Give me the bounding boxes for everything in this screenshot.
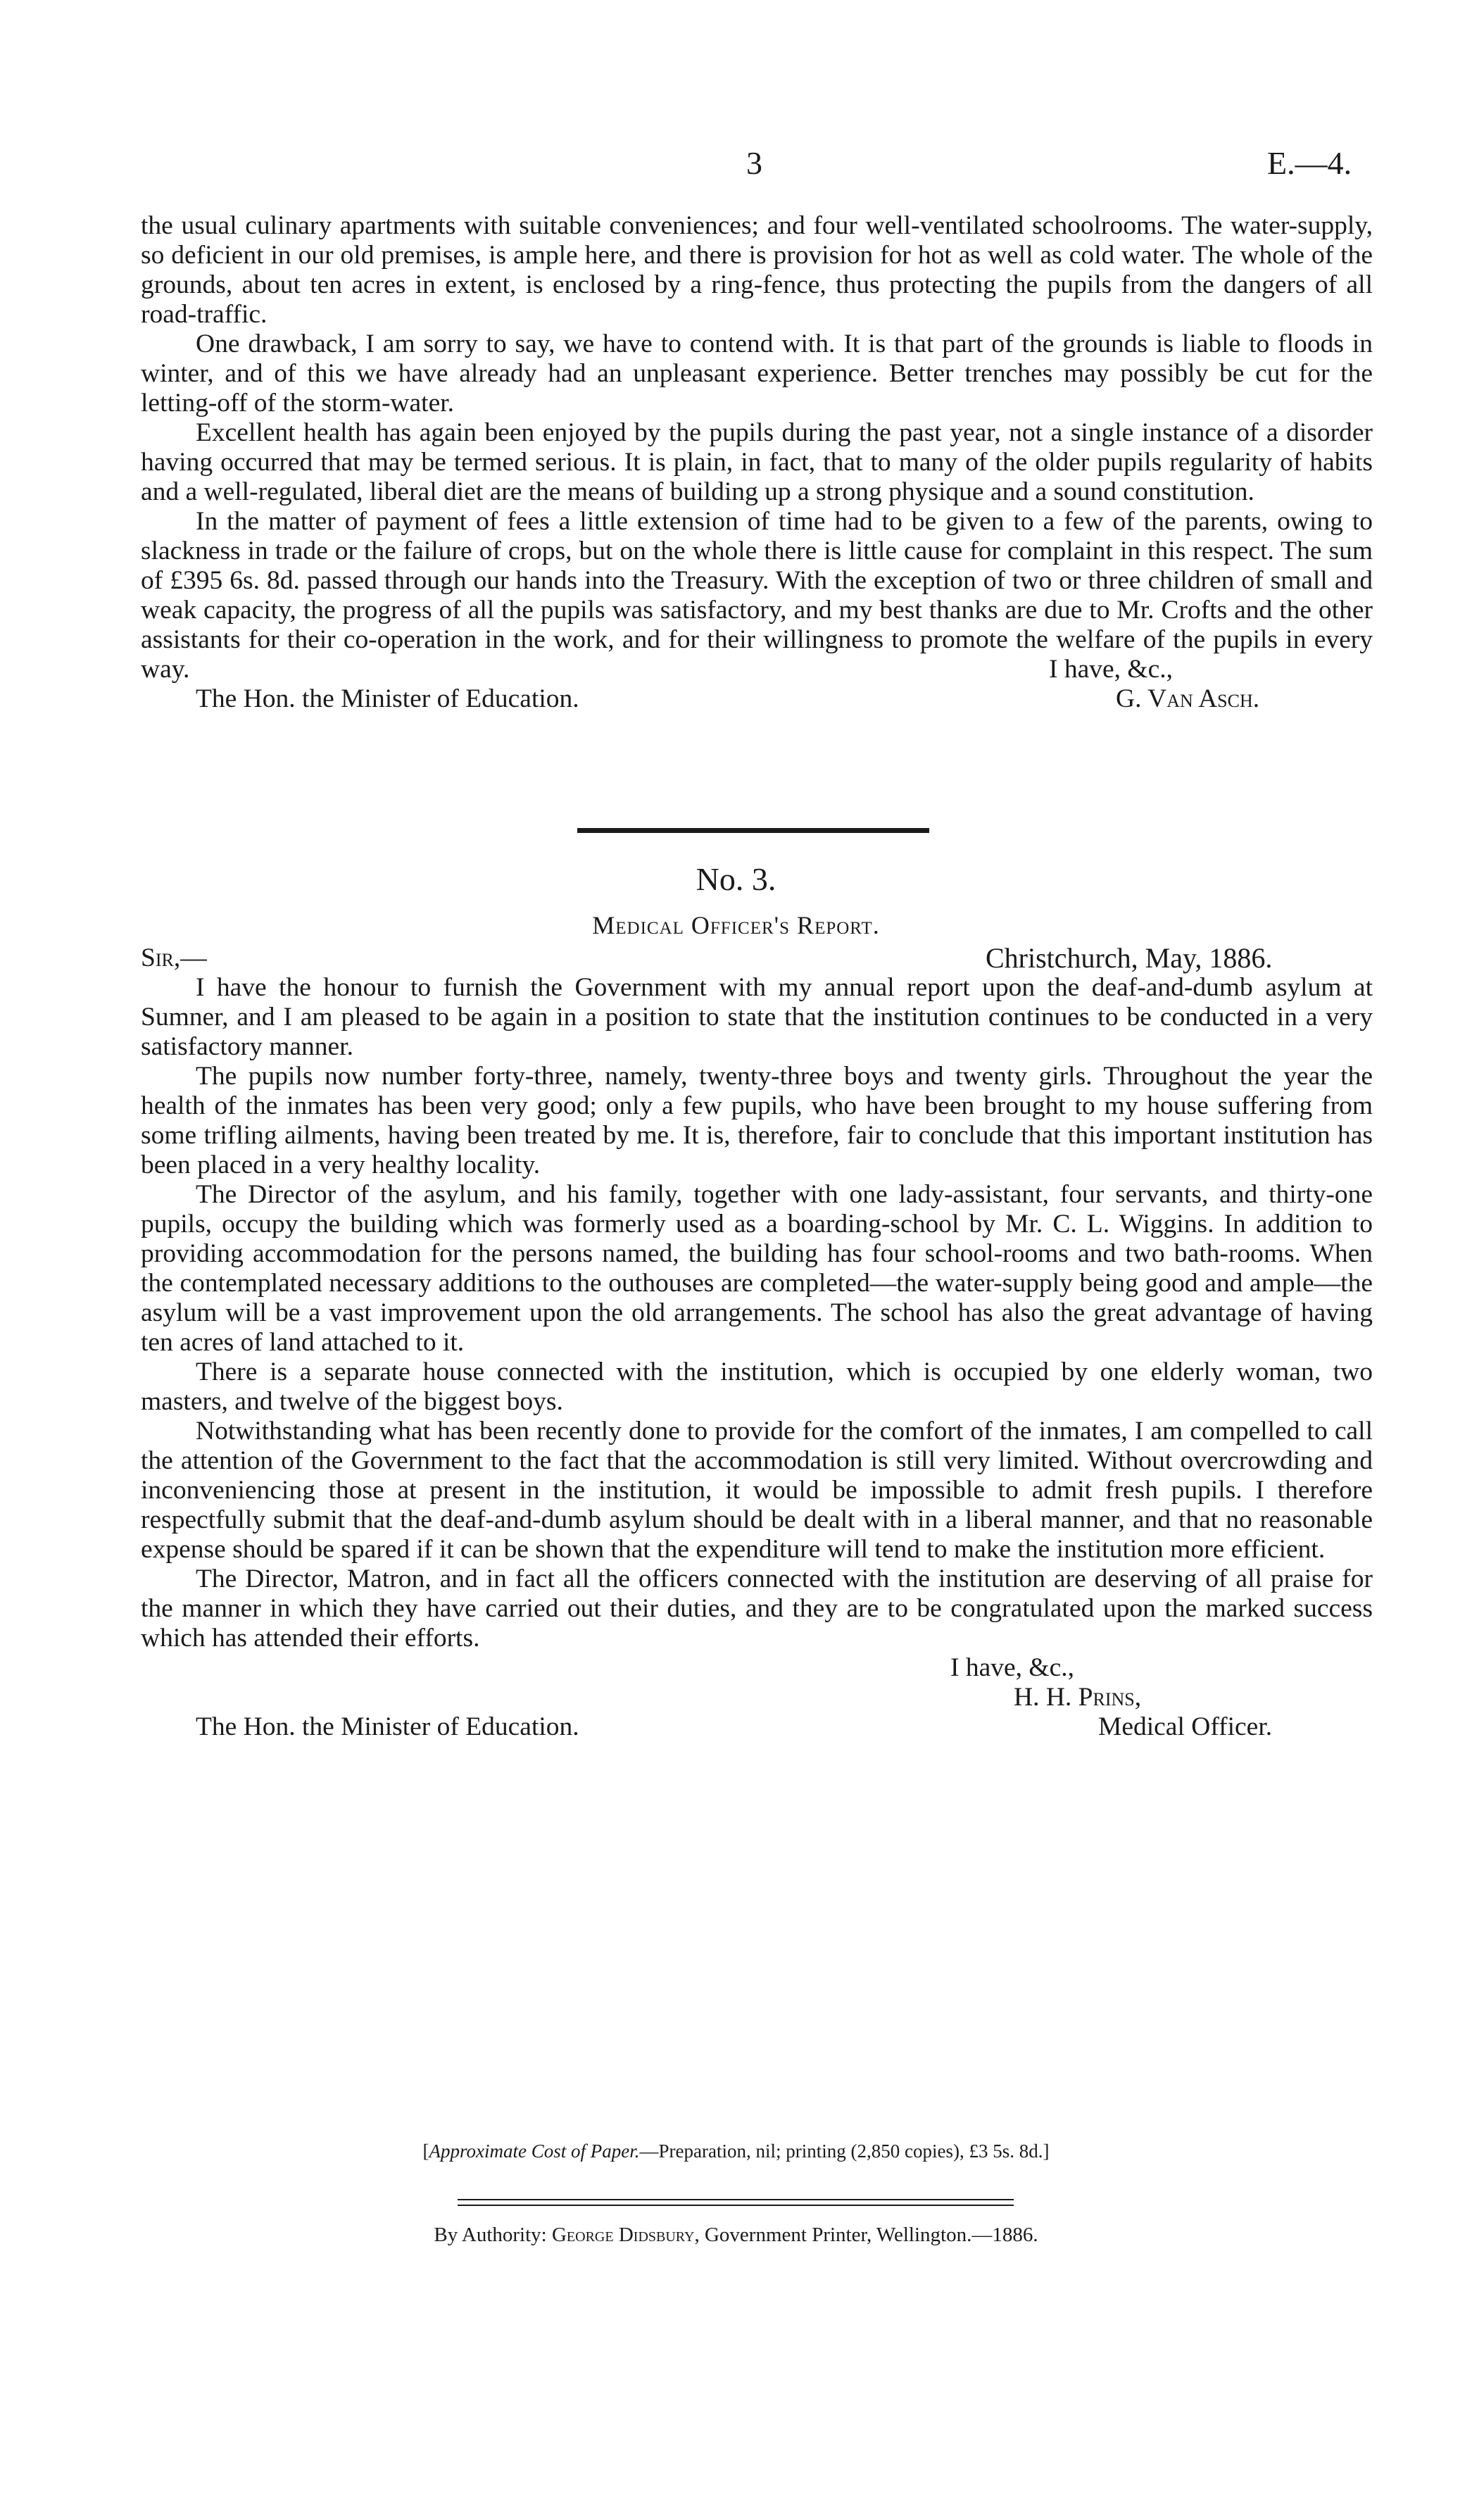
paragraph: The Director of the asylum, and his family, together with one lady-assistant, four servants, and thirty-one pupils, occupy the building which was formerly used as a boarding-school by Mr. C. L. Wiggins. In addition to providing accommodation for the persons named, the building has four school-rooms and two bath-rooms. When the contemplated necessary additions to the outhouses are completed—the water-supply being good and ample—the asylum will be a vast improvement upon the old arrangements. The school has also the great advantage of having ten acres of land attached to it. bbox=[141, 1180, 1373, 1357]
addressee: The Hon. the Minister of Education. bbox=[196, 684, 579, 713]
addressee-row bbox=[141, 1712, 1373, 1742]
signatory-row bbox=[141, 1683, 1373, 1712]
cost-note: [Approximate Cost of Paper.—Preparation, nil; printing (2,850 copies), £3 5s. 8d.] bbox=[422, 2140, 1050, 2162]
cost-text: —Preparation, nil; printing (2,850 copies), £3 5s. 8d. bbox=[639, 2140, 1043, 2162]
addressee: The Hon. the Minister of Education. bbox=[196, 1712, 579, 1741]
previous-report-continuation bbox=[141, 211, 1373, 714]
paragraph: I have the honour to furnish the Government with my annual report upon the deaf-and-dumb asylum at Sumner, and I am pleased to be again in a position to state that the institution continues to be conducted in a very satisfactory manner. bbox=[141, 973, 1373, 1061]
salutation-row bbox=[141, 944, 1373, 973]
closing-row bbox=[141, 655, 1373, 684]
paragraph: One drawback, I am sorry to say, we have to contend with. It is that part of the grounds is liable to floods in winter, and of this we have already had an unpleasant experience. Better trenches may possibly be cut for the letting-off of the storm-water. bbox=[141, 330, 1373, 418]
signatory-title: Medical Officer. bbox=[1098, 1712, 1273, 1741]
signatory: G. Van Asch. bbox=[1116, 684, 1260, 713]
paragraph: Excellent health has again been enjoyed by the pupils during the past year, not a single instance of a disorder having occurred that may be termed serious. It is plain, in fact, that to many of the older pupils regularity of habits and a well-regulated, liberal diet are the means of building up a strong physique and a sound constitution. bbox=[141, 418, 1373, 506]
paragraph: In the matter of payment of fees a little extension of time had to be given to a few of the parents, owing to slackness in trade or the failure of crops, but on the whole there is little cause for complaint in this respect. The sum of £395 6s. 8d. passed through our hands into the Treasury. With the exception of two or three children of small and weak capacity, the progress of all the pupils was satisfactory, and my best thanks are due to Mr. Crofts and the other assistants for their co-operation in the work, and for their willingness to promote the welfare of the pupils in every way. bbox=[141, 507, 1373, 684]
authority-prefix: By Authority: bbox=[434, 2224, 547, 2246]
paragraph: The Director, Matron, and in fact all the officers connected with the institution are deserving of all praise for the manner in which they have carried out their duties, and they are to be congratulated upon the marked success which has attended their efforts. bbox=[141, 1565, 1373, 1653]
closing: I have, &c., bbox=[1049, 655, 1173, 684]
printer-line bbox=[0, 2224, 1472, 2247]
page-number: 3 bbox=[746, 145, 762, 181]
footer-rule-bottom bbox=[458, 2205, 1014, 2206]
signatory: H. H. Prins, bbox=[1014, 1683, 1142, 1712]
salutation: Sir,— bbox=[141, 944, 207, 972]
report-title: Medical Officer's Report. bbox=[592, 911, 880, 939]
paragraph: There is a separate house connected with the institution, which is occupied by one elderly woman, two masters, and twelve of the biggest boys. bbox=[141, 1358, 1373, 1416]
addressee-row bbox=[141, 684, 1373, 714]
document-reference: E.—4. bbox=[1267, 145, 1352, 181]
printer-rest: Government Printer, Wellington.—1886. bbox=[704, 2224, 1038, 2246]
report-number: No. 3. bbox=[696, 861, 776, 897]
closing: I have, &c., bbox=[950, 1653, 1074, 1682]
closing-row bbox=[141, 1653, 1373, 1683]
paragraph: The pupils now number forty-three, namely, twenty-three boys and twenty girls. Throughout the year the health of the inmates has been very good; only a few pupils, who have been brought to my house suffering from some trifling ailments, having been treated by me. It is, therefore, fair to conclude that this important institution has been placed in a very healthy locality. bbox=[141, 1062, 1373, 1179]
printer-name: George Didsbury, bbox=[551, 2224, 700, 2246]
paragraph: Notwithstanding what has been recently done to provide for the comfort of the inmates, I am compelled to call the attention of the Government to the fact that the accommodation is still very limited. Without overcrowding and inconveniencing those at present in the institution, it would be impossible to admit fresh pupils. I therefore respectfully submit that the deaf-and-dumb asylum should be dealt with in a liberal manner, and that no reasonable expense should be spared if it can be shown that the expenditure will tend to make the institution more efficient. bbox=[141, 1417, 1373, 1564]
cost-label: Approximate Cost of Paper. bbox=[429, 2140, 640, 2162]
paragraph: the usual culinary apartments with suitable conveniences; and four well-ventilated schoolrooms. The water-supply, so deficient in our old premises, is ample here, and there is provision for hot as well as cold water. The whole of the grounds, about ten acres in extent, is enclosed by a ring-fence, thus protecting the pupils from the dangers of all road-traffic. bbox=[141, 211, 1373, 329]
place-date: Christchurch, May, 1886. bbox=[986, 942, 1273, 974]
footer-rule-top bbox=[458, 2199, 1014, 2200]
medical-officer-report bbox=[141, 944, 1373, 1742]
section-divider bbox=[577, 828, 929, 833]
